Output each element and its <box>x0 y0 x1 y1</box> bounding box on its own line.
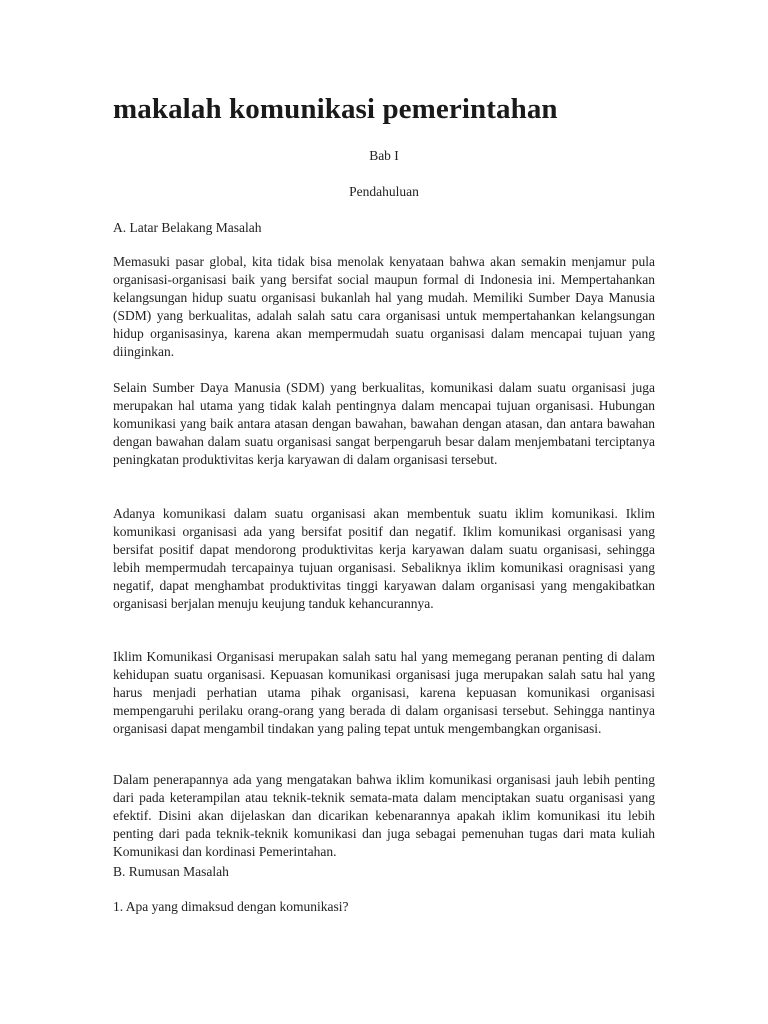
document-title: makalah komunikasi pemerintahan <box>113 93 558 125</box>
paragraph-3: Adanya komunikasi dalam suatu organisasi akan membentuk suatu iklim komunikasi. Iklim komunikasi organisasi ada yang bersifat positif dan negatif. Iklim komunikasi organisasi yang bersifat positif dapat mendorong produktivitas kerja karyawan dalam suatu organisasi, sehingga lebih mempermudah tercapainya tujuan organisasi. Sebaliknya iklim komunikasi oragnisasi yang negatif, dapat menghambat produktivitas tinggi karyawan dalam organisasi yang mengakibatkan organisasi berjalan menuju keujung tanduk kehancurannya. <box>113 506 655 611</box>
paragraph-1: Memasuki pasar global, kita tidak bisa menolak kenyataan bahwa akan semakin menjamur pula organisasi-organisasi baik yang bersifat social maupun formal di Indonesia ini. Mempertahankan kelangsungan hidup suatu organisasi bukanlah hal yang mudah. Memiliki Sumber Daya Manusia (SDM) yang berkualitas, adalah salah satu cara organisasi untuk mempertahankan kelangsungan hidup organisasinya, karena akan mempermudah suatu organisasi dalam mencapai tujuan yang diinginkan. <box>113 254 655 359</box>
chapter-label: Bab I <box>369 148 399 163</box>
section-heading-a: A. Latar Belakang Masalah <box>113 220 262 235</box>
chapter-title: Pendahuluan <box>349 184 419 199</box>
question-1: 1. Apa yang dimaksud dengan komunikasi? <box>113 899 349 914</box>
paragraph-2: Selain Sumber Daya Manusia (SDM) yang berkualitas, komunikasi dalam suatu organisasi juga merupakan hal utama yang tidak kalah pentingnya dalam mencapai tujuan organisasi. Hubungan komunikasi yang baik antara atasan dengan bawahan, bawahan dengan atasan, dan antara bawahan dengan bawahan dalam suatu organisasi sangat berpengaruh besar dalam menjembatani terciptanya peningkatan produktivitas kerja karyawan di dalam organisasi tersebut. <box>113 380 655 467</box>
paragraph-5: Dalam penerapannya ada yang mengatakan bahwa iklim komunikasi organisasi jauh lebih penting dari pada keterampilan atau teknik-teknik semata-mata dalam menciptakan suatu organisasi yang efektif. Disini akan dijelaskan dan dicarikan kebenarannya apakah iklim komunikasi itu lebih penting dari pada teknik-teknik komunikasi dan juga sebagai pemenuhan tugas dari mata kuliah Komunikasi dan kordinasi Pemerintahan. <box>113 772 655 859</box>
section-heading-b: B. Rumusan Masalah <box>113 864 229 879</box>
paragraph-4: Iklim Komunikasi Organisasi merupakan salah satu hal yang memegang peranan penting di dalam kehidupan suatu organisasi. Kepuasan komunikasi organisasi juga merupakan salah satu hal yang harus menjadi perhatian utama pihak organisasi, karena kepuasan komunikasi organisasi mempengaruhi perilaku orang-orang yang berada di dalam organisasi tersebut. Sehingga nantinya organisasi dapat mengambil tindakan yang paling tepat untuk mengembangkan organisasi. <box>113 649 655 736</box>
